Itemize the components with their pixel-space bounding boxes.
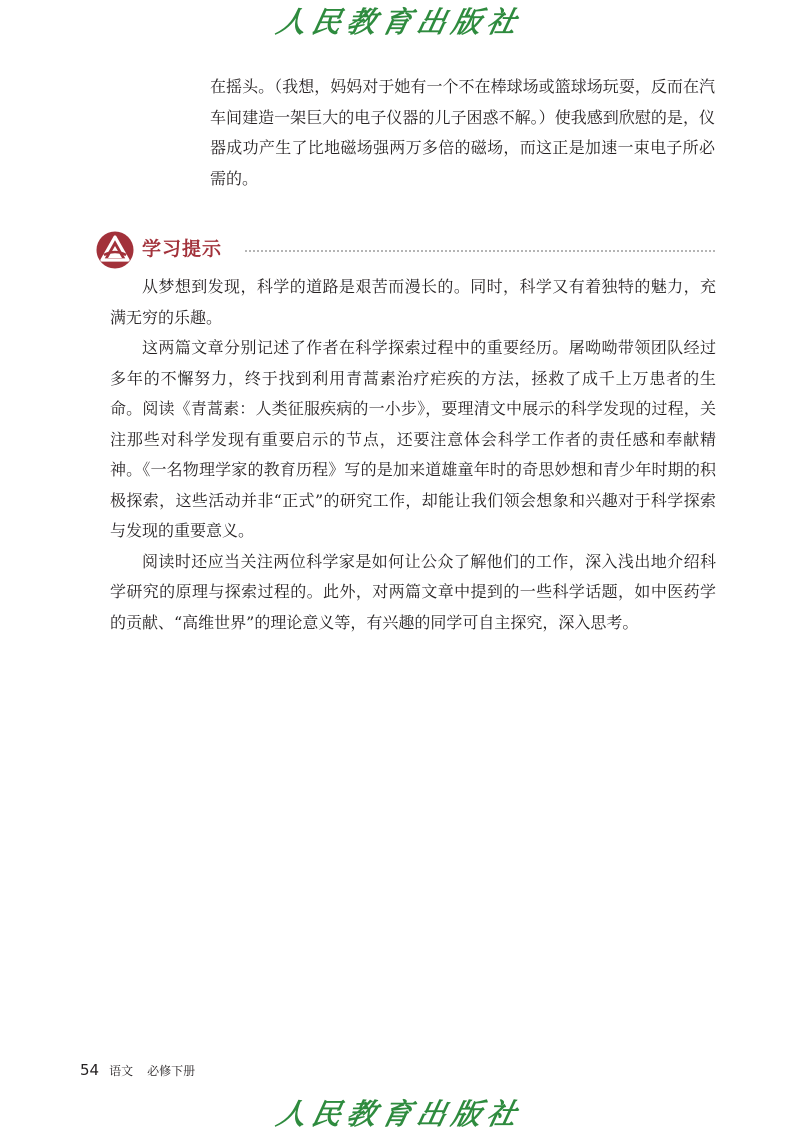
dotted-divider (245, 250, 715, 252)
study-tips-body (110, 272, 716, 638)
publisher-logo-bottom: 人民教育出版社 (273, 1097, 526, 1131)
study-tips-title: 学习提示 (142, 238, 223, 260)
continuation-paragraph: 在摇头。（我想，妈妈对于她有一个不在棒球场或篮球场玩耍，反而在汽车间建造一架巨大的电子仪器的儿子困惑不解。）使我感到欣慰的是，仪器成功产生了比地磁场强两万多倍的磁场，而这正是加速一束电子所必需的。 (210, 77, 715, 188)
page-number: 54 (80, 1061, 100, 1079)
volume-label: 必修下册 (147, 1064, 196, 1078)
tips-paragraph: 从梦想到发现，科学的道路是艰苦而漫长的。同时，科学又有着独特的魅力，充满无穷的乐趣。 (110, 277, 716, 327)
tips-paragraph: 这两篇文章分别记述了作者在科学探索过程中的重要经历。屠呦呦带领团队经过多年的不懈努力，终于找到利用青蒿素治疗疟疾的方法，拯救了成千上万患者的生命。阅读《青蒿素：人类征服疾病的一小步》，要理清文中展示的科学发现的过程，关注那些对科学发现有重要启示的节点，还要注意体会科学工作者的责任感和奉献精神。《一名物理学家的教育历程》写的是加来道雄童年时的奇思妙想和青少年时期的积极探索，这些活动并非“正式”的研究工作，却能让我们领会想象和兴趣对于科学探索与发现的重要意义。 (110, 338, 716, 540)
subject-label: 语文 (109, 1064, 134, 1078)
page-footer (80, 1061, 195, 1079)
study-tips-header (95, 230, 715, 270)
study-tips-icon (95, 230, 135, 270)
publisher-logo-top: 人民教育出版社 (273, 5, 526, 39)
tips-paragraph: 阅读时还应当关注两位科学家是如何让公众了解他们的工作，深入浅出地介绍科学研究的原理与探索过程的。此外，对两篇文章中提到的一些科学话题，如中医药学的贡献、“高维世界”的理论意义等，有兴趣的同学可自主探究，深入思考。 (110, 551, 716, 632)
article-continuation (210, 72, 715, 194)
